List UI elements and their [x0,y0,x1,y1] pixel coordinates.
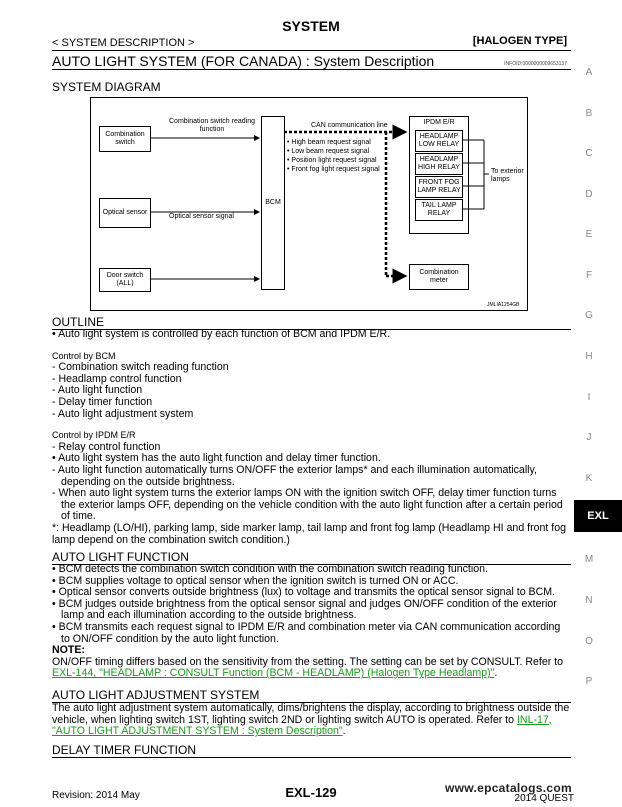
combination-switch-box: Combination switch [99,126,151,152]
control-ipdm-label: Control by IPDM E/R [52,430,136,441]
auto-light-body [52,564,571,680]
relay-headlamp-high: HEADLAMP HIGH RELAY [415,153,463,175]
control-bcm-label: Control by BCM [52,350,116,361]
note-label: NOTE: [52,644,85,657]
adjustment-heading: AUTO LIGHT ADJUSTMENT SYSTEM [52,688,571,703]
can-line-label: CAN communication line [311,122,388,129]
watermark: www.epcatalogs.com [445,781,572,795]
section-title: AUTO LIGHT SYSTEM (FOR CANADA) : System Description [52,53,435,69]
side-letter-f[interactable]: F [585,270,593,281]
can-signal-3: • Front fog light request signal [287,166,380,173]
side-letter-b[interactable]: B [585,108,593,119]
combination-switch-signal-label: Combination switch reading function [169,118,255,133]
auto-light-item-1: • BCM supplies voltage to optical sensor when the ignition switch is turned ON or ACC. [52,574,459,587]
ipdm-item-3: - When auto light system turns the exterior lamps ON with the ignition switch OFF, delay timer function turns the exterior lamps OFF, depending on the vehicle condition with the auto light function after a certain period of time. [52,487,563,523]
page-header-title: SYSTEM [282,18,340,34]
can-signal-0: • High beam request signal [287,139,371,146]
auto-light-item-0: • BCM detects the combination switch condition with the combination switch reading function. [52,563,488,575]
side-letter-c[interactable]: C [585,148,593,159]
footer-revision: Revision: 2014 May [52,790,140,801]
figure-id: JMLIA1254GB [487,302,520,308]
adjustment-end: . [342,725,346,738]
adjustment-text: The auto light adjustment system automatically, dims/brightens the display, according to brightness outside the vehicle, when lighting switch 1ST, lighting switch 2ND or lighting switch AUTO is operated. Refer to [52,702,570,726]
section-title-rule [52,69,571,70]
ipdm-item-2: - Auto light function automatically turns ON/OFF the exterior lamps* and each illumination automatically, depending on the outside brightness. [52,463,537,488]
system-diagram [90,97,528,311]
side-letter-o[interactable]: O [585,636,593,647]
ipdm-item-0: - Relay control function [52,440,161,453]
auto-light-item-3: • BCM judges outside brightness from the optical sensor signal and judges ON/OFF condition of the exterior lamp and each illumination according to the outside brightness. [52,597,557,622]
optical-sensor-signal-label: Optical sensor signal [169,213,234,220]
exterior-lamps-label: To exterior lamps [491,168,524,183]
header-rule [52,50,571,51]
can-signal-1: • Low beam request signal [287,148,370,155]
can-signal-2: • Position light request signal [287,157,377,164]
bcm-box: BCM [261,116,285,290]
outline-intro: • Auto light system is controlled by each function of BCM and IPDM E/R. [52,328,391,340]
bcm-item-4: - Auto light adjustment system [52,407,194,420]
ipdm-label: IPDM E/R [423,119,455,126]
door-switch-box: Door switch (ALL) [99,268,151,292]
relay-front-fog: FRONT FOG LAMP RELAY [415,176,463,198]
side-letter-d[interactable]: D [585,189,593,200]
consult-link[interactable]: EXL-144, "HEADLAMP : CONSULT Function (BCM - HEADLAMP) (Halogen Type Headlamp)" [52,667,495,680]
side-letter-p[interactable]: P [585,676,593,687]
info-id: INFOID:0000000009653137 [504,61,567,67]
delay-timer-heading: DELAY TIMER FUNCTION [52,743,571,758]
side-letter-g[interactable]: G [585,310,593,321]
relay-tail-lamp: TAIL LAMP RELAY [415,199,463,221]
relay-headlamp-low: HEADLAMP LOW RELAY [415,130,463,152]
footer-page-number: EXL-129 [285,785,337,800]
inl-link[interactable]: INL-17, "AUTO LIGHT ADJUSTMENT SYSTEM : System Description" [52,713,552,738]
auto-light-item-4: • BCM transmits each request signal to IPDM E/R and combination meter via CAN communication according to ON/OFF condition by the auto light function. [52,620,561,645]
side-letter-k[interactable]: K [585,473,593,484]
diagram-heading: SYSTEM DIAGRAM [52,80,161,94]
side-letter-a[interactable]: A [585,67,593,78]
note-end: . [494,667,498,680]
bcm-item-0: - Combination switch reading function [52,361,229,374]
side-letter-m[interactable]: M [584,554,594,565]
side-letter-i[interactable]: I [587,392,591,403]
bcm-item-2: - Auto light function [52,384,143,397]
bcm-item-1: - Headlamp control function [52,372,182,385]
note-paragraph [52,657,571,680]
auto-light-item-2: • Optical sensor converts outside brightness (lux) to voltage and transmits the optical sensor signal to BCM. [52,586,556,599]
auto-light-heading: AUTO LIGHT FUNCTION [52,550,571,565]
footer-model: 2014 QUEST [514,793,574,804]
adjustment-body [52,703,571,738]
outline-heading: OUTLINE [52,315,571,330]
breadcrumb: < SYSTEM DESCRIPTION > [52,37,195,49]
side-letter-j[interactable]: J [586,432,592,443]
side-letter-n[interactable]: N [585,595,593,606]
type-tag: [HALOGEN TYPE] [472,35,567,47]
optical-sensor-box: Optical sensor [99,198,151,228]
side-letter-e[interactable]: E [585,229,593,240]
section-tab-exl[interactable]: EXL [574,500,622,532]
outline-footnote: *: Headlamp (LO/HI), parking lamp, side marker lamp, tail lamp and front fog lamp (Headlamp HI and front fog lamp depend on the combination switch condition.) [52,521,567,546]
ipdm-item-1: • Auto light system has the auto light function and delay timer function. [52,452,381,465]
outline-body [52,329,571,546]
side-letter-h[interactable]: H [585,351,593,362]
combination-meter-box: Combination meter [409,264,469,290]
bcm-item-3: - Delay timer function [52,395,153,408]
note-text: ON/OFF timing differs based on the sensitivity from the setting. The setting can be set by CONSULT. Refer to [52,655,564,668]
